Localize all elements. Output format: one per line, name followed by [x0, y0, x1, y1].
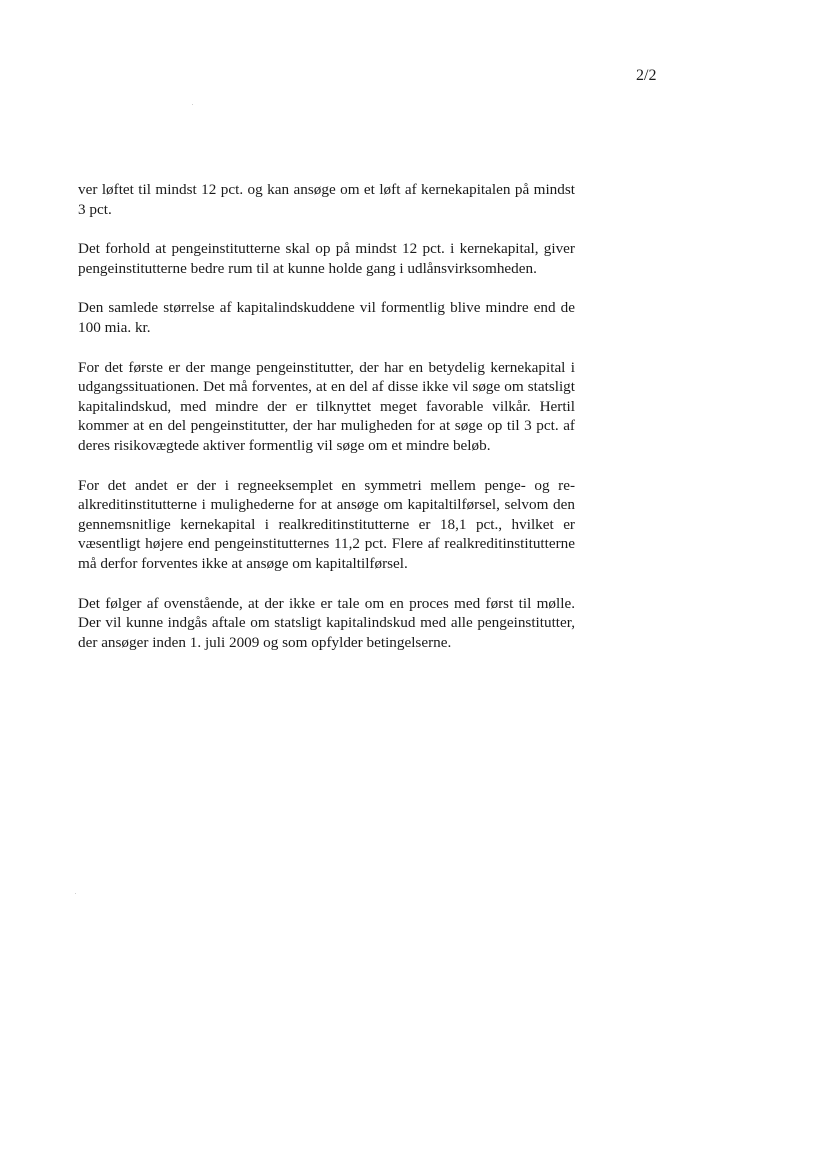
- page-number: 2/2: [636, 67, 657, 84]
- paragraph-1: ver løftet til mindst 12 pct. og kan ansøge om et løft af kernekapitalen på mindst 3 pct.: [78, 181, 575, 218]
- paragraph-6: Det følger af ovenstående, at der ikke er tale om en proces med først til mølle. Der vil kunne indgås aftale om statsligt kapitalindskud med alle pengeinstitutter, der ansøger inden 1. juli 2009 og som opfylder betingelserne.: [78, 594, 575, 651]
- paragraph-5: For det andet er der i regneeksemplet en symmetri mellem penge- og realkreditinstitutterne i mulighederne for at ansøge om kapitaltilførsel, selvom den gennemsnitlige kernekapital i realkreditinstitutterne er 18,1 pct., hvilket er væsentligt højere end pengeinstitutternes 11,2 pct. Flere af realkreditinstitutterne må derfor forventes ikke at ansøge om kapitaltilførsel.: [78, 476, 575, 572]
- scan-speck: [192, 104, 193, 105]
- paragraph-4: For det første er der mange pengeinstitutter, der har en betydelig kernekapital i udgangssituationen. Det må forventes, at en del af disse ikke vil søge om statsligt kapitalindskud, med mindre der er tilknyttet meget favorable vilkår. Hertil kommer at en del pengeinstitutter, der har muligheden for at søge op til 3 pct. af deres risikovægtede aktiver formentlig vil søge om et mindre beløb.: [78, 358, 575, 454]
- body-text: [78, 180, 575, 672]
- paragraph-3: Den samlede størrelse af kapitalindskuddene vil formentlig blive mindre end de 100 mia. kr.: [78, 299, 575, 336]
- paragraph-2: Det forhold at pengeinstitutterne skal op på mindst 12 pct. i kernekapital, giver pengeinstitutterne bedre rum til at kunne holde gang i udlånsvirksomheden.: [78, 240, 575, 277]
- scan-speck: [75, 893, 76, 894]
